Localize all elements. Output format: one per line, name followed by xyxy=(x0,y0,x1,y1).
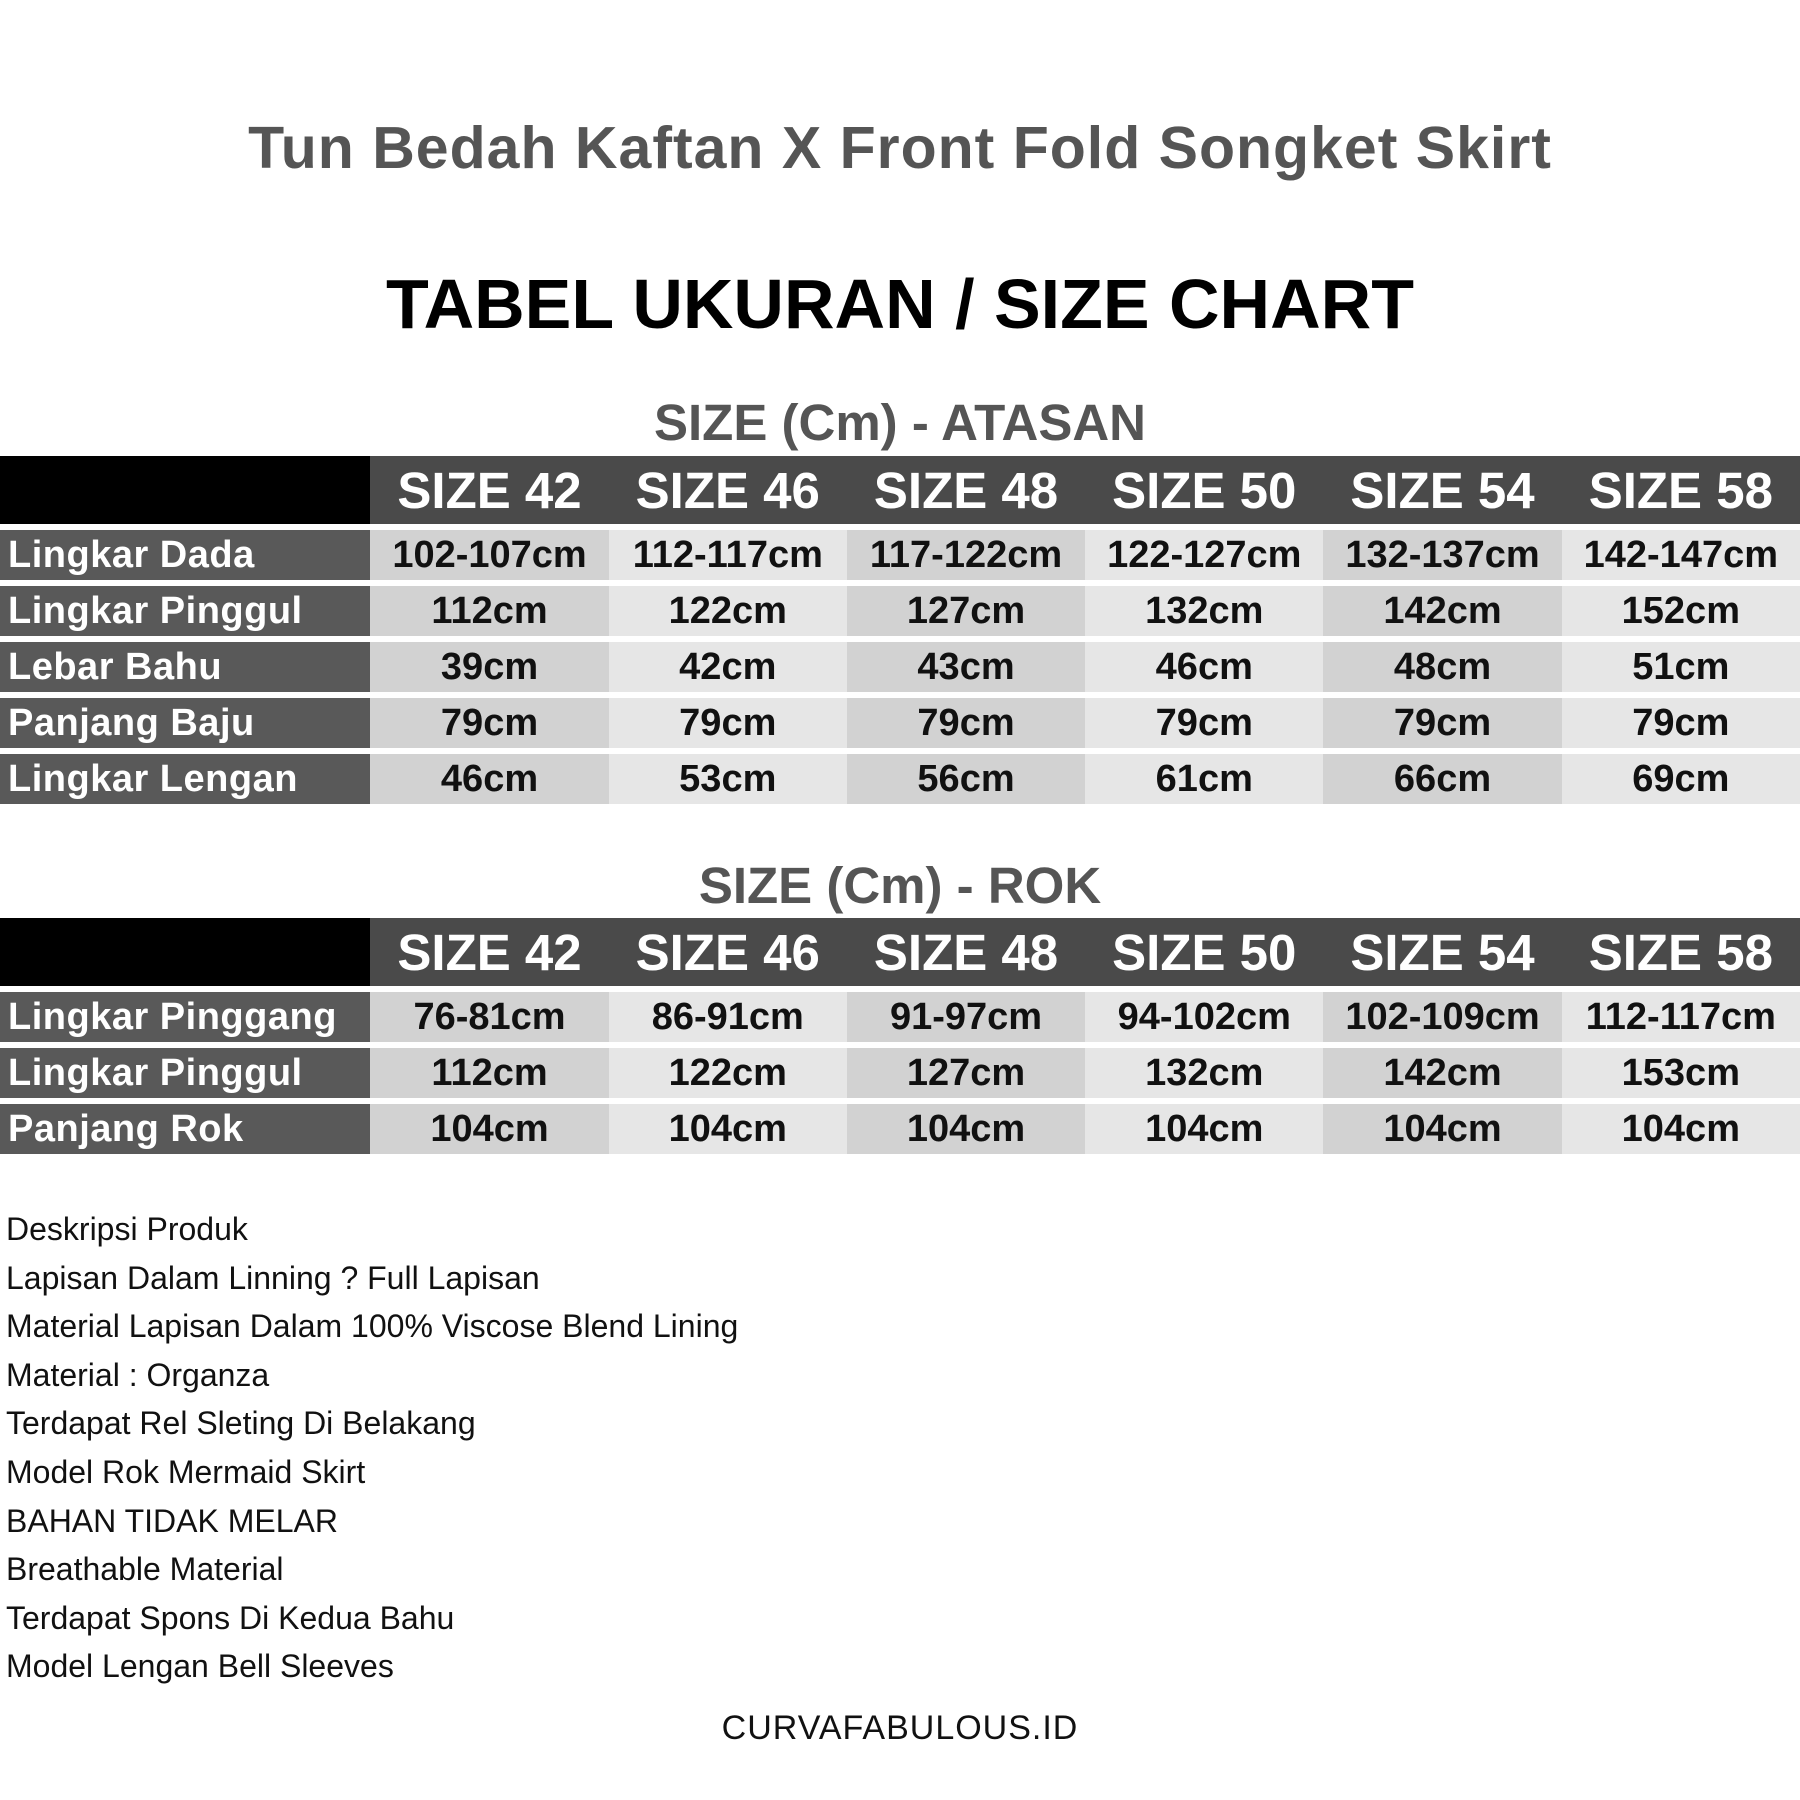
brand-footer: CURVAFABULOUS.ID xyxy=(721,1709,1079,1747)
table-cell: 104cm xyxy=(609,1098,847,1154)
rok-size-header: SIZE 50 xyxy=(1085,918,1323,986)
row-label: Panjang Rok xyxy=(0,1098,370,1154)
table-cell: 56cm xyxy=(847,748,1085,804)
atasan-size-header: SIZE 54 xyxy=(1323,456,1561,524)
table-cell: 112cm xyxy=(370,1042,608,1098)
table-cell: 79cm xyxy=(847,692,1085,748)
table-cell: 79cm xyxy=(1562,692,1800,748)
table-cell: 112-117cm xyxy=(609,524,847,580)
table-cell: 104cm xyxy=(1562,1098,1800,1154)
table-cell: 42cm xyxy=(609,636,847,692)
product-description xyxy=(6,1205,738,1691)
table-cell: 91-97cm xyxy=(847,986,1085,1042)
table-cell: 122cm xyxy=(609,1042,847,1098)
table-row xyxy=(0,692,1800,748)
row-label: Lingkar Pinggul xyxy=(0,1042,370,1098)
table-cell: 102-109cm xyxy=(1323,986,1561,1042)
description-line: Material : Organza xyxy=(6,1356,270,1393)
table-cell: 79cm xyxy=(1323,692,1561,748)
rok-size-header: SIZE 58 xyxy=(1562,918,1800,986)
table-cell: 104cm xyxy=(370,1098,608,1154)
atasan-size-header: SIZE 48 xyxy=(847,456,1085,524)
atasan-header-row xyxy=(0,456,1800,524)
table-cell: 79cm xyxy=(1085,692,1323,748)
table-row xyxy=(0,1042,1800,1098)
rok-corner-cell xyxy=(0,918,370,986)
table-cell: 51cm xyxy=(1562,636,1800,692)
table-cell: 112cm xyxy=(370,580,608,636)
atasan-size-header: SIZE 46 xyxy=(609,456,847,524)
table-cell: 48cm xyxy=(1323,636,1561,692)
row-label: Lingkar Dada xyxy=(0,524,370,580)
table-cell: 142-147cm xyxy=(1562,524,1800,580)
rok-size-header: SIZE 54 xyxy=(1323,918,1561,986)
table-cell: 53cm xyxy=(609,748,847,804)
table-cell: 117-122cm xyxy=(847,524,1085,580)
table-cell: 142cm xyxy=(1323,580,1561,636)
table-row xyxy=(0,986,1800,1042)
atasan-size-header: SIZE 50 xyxy=(1085,456,1323,524)
table-cell: 39cm xyxy=(370,636,608,692)
table-cell: 152cm xyxy=(1562,580,1800,636)
table-cell: 127cm xyxy=(847,1042,1085,1098)
description-heading: Deskripsi Produk xyxy=(6,1211,248,1247)
table-cell: 94-102cm xyxy=(1085,986,1323,1042)
table-cell: 127cm xyxy=(847,580,1085,636)
table-cell: 79cm xyxy=(609,692,847,748)
atasan-size-table xyxy=(0,456,1800,804)
table-cell: 76-81cm xyxy=(370,986,608,1042)
table-cell: 46cm xyxy=(1085,636,1323,692)
size-chart-title: TABEL UKURAN / SIZE CHART xyxy=(386,265,1414,343)
description-line: Breathable Material xyxy=(6,1551,284,1588)
table-cell: 132-137cm xyxy=(1323,524,1561,580)
table-cell: 112-117cm xyxy=(1562,986,1800,1042)
table-cell: 46cm xyxy=(370,748,608,804)
table-cell: 104cm xyxy=(847,1098,1085,1154)
description-line: BAHAN TIDAK MELAR xyxy=(6,1502,338,1539)
description-line: Model Lengan Bell Sleeves xyxy=(6,1648,394,1685)
rok-size-header: SIZE 46 xyxy=(609,918,847,986)
description-line: Model Rok Mermaid Skirt xyxy=(6,1453,366,1490)
table-row xyxy=(0,580,1800,636)
atasan-size-header: SIZE 58 xyxy=(1562,456,1800,524)
table-cell: 43cm xyxy=(847,636,1085,692)
table-cell: 79cm xyxy=(370,692,608,748)
table-cell: 104cm xyxy=(1085,1098,1323,1154)
table-cell: 66cm xyxy=(1323,748,1561,804)
rok-size-header: SIZE 48 xyxy=(847,918,1085,986)
table-cell: 153cm xyxy=(1562,1042,1800,1098)
table-cell: 142cm xyxy=(1323,1042,1561,1098)
table-row xyxy=(0,524,1800,580)
table-cell: 122-127cm xyxy=(1085,524,1323,580)
rok-header-row xyxy=(0,918,1800,986)
atasan-size-header: SIZE 42 xyxy=(370,456,608,524)
row-label: Lebar Bahu xyxy=(0,636,370,692)
row-label: Lingkar Lengan xyxy=(0,748,370,804)
rok-size-header: SIZE 42 xyxy=(370,918,608,986)
table-cell: 69cm xyxy=(1562,748,1800,804)
table-row xyxy=(0,748,1800,804)
table-cell: 132cm xyxy=(1085,1042,1323,1098)
description-line: Terdapat Spons Di Kedua Bahu xyxy=(6,1599,455,1636)
rok-size-table xyxy=(0,918,1800,1154)
description-line: Terdapat Rel Sleting Di Belakang xyxy=(6,1405,476,1442)
table-cell: 61cm xyxy=(1085,748,1323,804)
table-cell: 86-91cm xyxy=(609,986,847,1042)
row-label: Lingkar Pinggul xyxy=(0,580,370,636)
row-label: Panjang Baju xyxy=(0,692,370,748)
product-title: Tun Bedah Kaftan X Front Fold Songket Skirt xyxy=(248,115,1552,181)
description-line: Material Lapisan Dalam 100% Viscose Blend Lining xyxy=(6,1308,739,1345)
table-row xyxy=(0,636,1800,692)
table-cell: 132cm xyxy=(1085,580,1323,636)
table-cell: 122cm xyxy=(609,580,847,636)
atasan-section-title: SIZE (Cm) - ATASAN xyxy=(653,394,1147,451)
table-row xyxy=(0,1098,1800,1154)
table-cell: 102-107cm xyxy=(370,524,608,580)
table-cell: 104cm xyxy=(1323,1098,1561,1154)
description-line: Lapisan Dalam Linning ? Full Lapisan xyxy=(6,1259,540,1296)
row-label: Lingkar Pinggang xyxy=(0,986,370,1042)
atasan-corner-cell xyxy=(0,456,370,524)
rok-section-title: SIZE (Cm) - ROK xyxy=(698,857,1102,914)
